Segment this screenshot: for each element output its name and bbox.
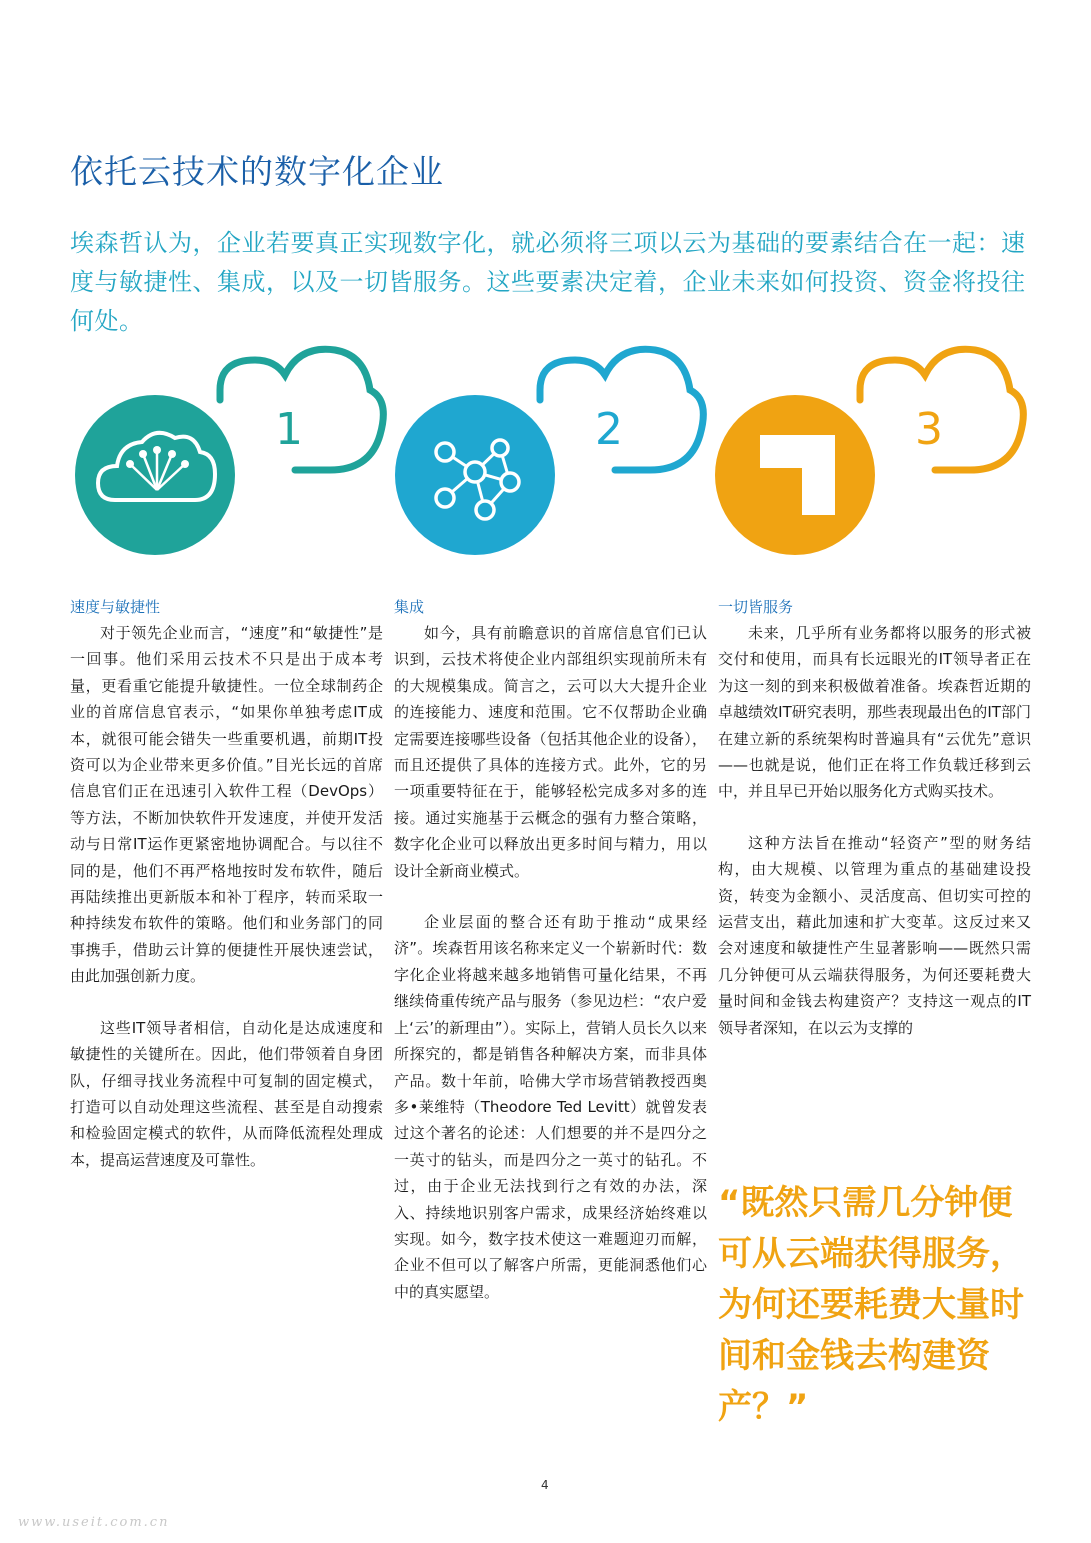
paragraph: 这些IT领导者相信，自动化是达成速度和敏捷性的关键所在。因此，他们带领着自身团队，仔细寻找业务流程中可复制的固定模式，打造可以自动处理这些流程、甚至是自动搜索和检验固定模式的软件，从而降低流程处理成本，提高运营速度及可靠性。 — [70, 1018, 383, 1169]
page-number: 4 — [541, 1478, 549, 1492]
pillar-number: 3 — [915, 404, 943, 455]
page-title: 依托云技术的数字化企业 — [70, 152, 444, 191]
column-heading: 集成 — [394, 598, 425, 616]
pillar-3 — [710, 340, 1030, 580]
cloud-outline-2 — [390, 340, 710, 580]
column-heading: 速度与敏捷性 — [70, 598, 161, 616]
pillar-icons — [60, 340, 1060, 590]
cloud-outline-3 — [710, 340, 1030, 580]
watermark: www.useit.com.cn — [18, 1515, 170, 1530]
pillar-number: 1 — [275, 404, 303, 455]
column-integration — [394, 596, 707, 1330]
column-speed — [70, 596, 383, 1198]
pillar-1 — [70, 340, 390, 580]
paragraph: 这种方法旨在推动“轻资产”型的财务结构，由大规模、以管理为重点的基础建设投资，转变为金额小、灵活度高、但切实可控的运营支出，藉此加速和扩大变革。这反过来又会对速度和敏捷性产生显著影响——既然只需几分钟便可从云端获得服务，为何还要耗费大量时间和金钱去构建资产？支持这一观点的IT领导者深知，在以云为支撑的 — [718, 833, 1031, 1037]
pillar-number: 2 — [595, 404, 623, 455]
paragraph: 企业层面的整合还有助于推动“成果经济”。埃森哲用该名称来定义一个崭新时代：数字化企业将越来越多地销售可量化结果，不再继续倚重传统产品与服务（参见边栏：“农户爱上‘云’的新理由”）。实际上，营销人员长久以来所探究的，都是销售各种解决方案，而非具体产品。数十年前，哈佛大学市场营销教授西奥多•莱维特（Theodore Ted Levitt）就曾发表过这个著名的论述：人们想要的并不是四分之一英寸的钻头，而是四分之一英寸的钻孔。不过，由于企业无法找到行之有效的办法，深入、持续地识别客户需求，成果经济始终难以实现。如今，数字技术使这一难题迎刃而解，企业不但可以了解客户所需，更能洞悉他们心中的真实愿望。 — [394, 913, 707, 1301]
intro-text: 埃森哲认为，企业若要真正实现数字化，就必须将三项以云为基础的要素结合在一起：速度与敏捷性、集成，以及一切皆服务。这些要素决定着，企业未来如何投资、资金将投往何处。 — [70, 229, 1026, 335]
pillar-2 — [390, 340, 710, 580]
column-everything-as-service — [718, 596, 1031, 1066]
paragraph: 如今，具有前瞻意识的首席信息官们已认识到，云技术将使企业内部组织实现前所未有的大规模集成。简言之，云可以大大提升企业的连接能力、速度和范围。它不仅帮助企业确定需要连接哪些设备（包括其他企业的设备），而且还提供了具体的连接方式。此外，它的另一项重要特征在于，能够轻松完成多对多的连接。通过实施基于云概念的强有力整合策略，数字化企业可以释放出更多时间与精力，用以设计全新商业模式。 — [394, 624, 707, 880]
column-heading: 一切皆服务 — [718, 598, 794, 616]
cloud-outline-1 — [70, 340, 390, 580]
pull-quote: “既然只需几分钟便可从云端获得服务，为何还要耗费大量时间和金钱去构建资产？” — [718, 1183, 1024, 1427]
paragraph: 对于领先企业而言，“速度”和“敏捷性”是一回事。他们采用云技术不只是出于成本考量，更看重它能提升敏捷性。一位全球制药企业的首席信息官表示，“如果你单独考虑IT成本，就很可能会错失一些重要机遇，前期IT投资可以为企业带来更多价值。”目光长远的首席信息官们正在迅速引入软件工程（DevOps）等方法，不断加快软件开发速度，并使开发活动与日常IT运作更紧密地协调配合。与以往不同的是，他们不再严格地按时发布软件，随后再陆续推出更新版本和补丁程序，转而采取一种持续发布软件的策略。他们和业务部门的同事携手，借助云计算的便捷性开展快速尝试，由此加强创新力度。 — [70, 624, 383, 986]
paragraph: 未来，几乎所有业务都将以服务的形式被交付和使用，而具有长远眼光的IT领导者正在为这一刻的到来积极做着准备。埃森哲近期的卓越绩效IT研究表明，那些表现最出色的IT部门在建立新的系统架构时普遍具有“云优先”意识——也就是说，他们正在将工作负载迁移到云中，并且早已开始以服务化方式购买技术。 — [718, 624, 1031, 801]
